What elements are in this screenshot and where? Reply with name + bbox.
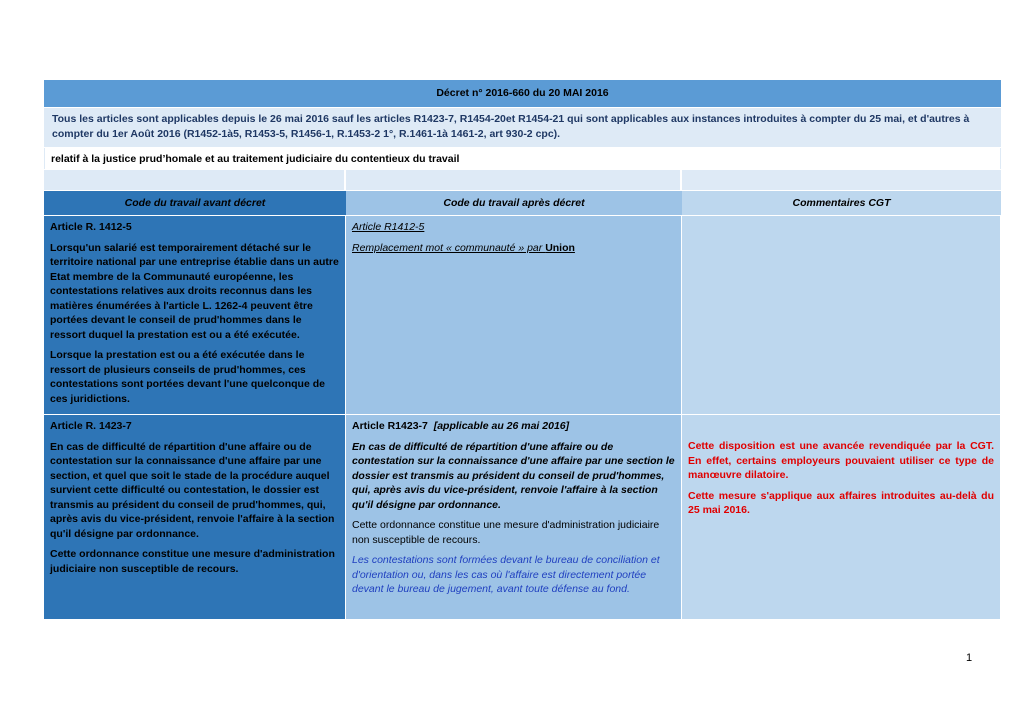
title-row (44, 80, 1001, 108)
article-text: Cette ordonnance constitue une mesure d'administration judiciaire non susceptible de recours. (352, 519, 660, 546)
change-prefix: Remplacement mot « communauté » par (352, 241, 546, 254)
change-note (352, 241, 675, 256)
after-cell (346, 415, 682, 619)
article-text: Cette ordonnance constitue une mesure d'administration judiciaire non susceptible de recours. (50, 548, 335, 575)
page-number: 1 (966, 652, 973, 664)
header-row (44, 191, 1001, 216)
blank-cell (682, 170, 1001, 190)
decree-table (44, 80, 1001, 620)
subject-row (44, 148, 1001, 170)
spacer (688, 419, 994, 439)
article-ref: Article R1412-5 (352, 221, 425, 233)
change-word: Union (545, 241, 575, 254)
added-text: Les contestations sont formées devant le bureau de conciliation et d'orientation ou, dans les cas où l'affaire est directement portée devant le bureau de jugement, avant toute défense au fond. (352, 554, 660, 595)
decree-title: Décret n° 2016-660 du 20 MAI 2016 (44, 80, 1001, 107)
comments-cell (682, 415, 1001, 619)
header-comments: Commentaires CGT (682, 191, 1001, 215)
before-cell (44, 216, 346, 414)
after-cell (346, 216, 682, 414)
article-ref: Article R. 1412-5 (50, 221, 132, 233)
article-text: Lorsqu'un salarié est temporairement détaché sur le territoire national par une entreprise établie dans un autre Etat membre de la Communauté européenne, les contestations relatives aux droits reconnus dans les matières énumérées à l'article L. 1262-4 peuvent être portées devant le conseil de prud'hommes dans le ressort duquel la prestation est ou a été exécutée. (50, 241, 339, 341)
blank-cell (346, 170, 682, 190)
header-after: Code du travail après décret (346, 191, 682, 215)
article-ref: Article R1423-7 (352, 420, 428, 432)
applicability-tag: [applicable au 26 mai 2016] (433, 420, 570, 432)
article-ref-line (352, 419, 675, 434)
cgt-comment: Cette mesure s'applique aux affaires introduites au-delà du 25 mai 2016. (688, 489, 994, 516)
cgt-comment: Cette disposition est une avancée revendiquée par la CGT. En effet, certains employeurs pouvaient utiliser ce type de manœuvre dilatoire. (688, 440, 994, 481)
table-row (44, 216, 1001, 415)
article-text: En cas de difficulté de répartition d'une affaire ou de contestation sur la connaissance d'une affaire par une section le dossier est transmis au président du conseil de prud'hommes, qui, après avis du vice-président, renvoie l'affaire à la section qu'il désigne par ordonnance. (352, 440, 675, 511)
header-before: Code du travail avant décret (44, 191, 346, 215)
article-ref: Article R. 1423-7 (50, 420, 132, 432)
decree-subject: relatif à la justice prud’homale et au traitement judiciaire du contentieux du travail (44, 148, 1001, 169)
article-text: En cas de difficulté de répartition d'une affaire ou de contestation sur la connaissance d'une affaire par une section, et quel que soit le stade de la procédure auquel survient cette difficulté ou contestation, le dossier est transmis au président du conseil de prud'hommes, qui, après avis du vice-président, renvoie l'affaire à la section qu'il désigne par ordonnance. (50, 440, 335, 540)
intro-row (44, 108, 1001, 148)
applicability-note: Tous les articles sont applicables depuis le 26 mai 2016 sauf les articles R1423-7, R1454-20et R1454-21 qui sont applicables aux instances introduites à compter du 25 mai, et d'autres à compter du 1er Août 2016 (R1452-1à5, R1453-5, R1456-1, R.1453-2 1°, R.1461-1à 1461-2, art 930-2 cpc). (44, 108, 1001, 147)
article-text: Lorsque la prestation est ou a été exécutée dans le ressort de plusieurs conseils de prud'hommes, ces contestations sont portées devant l'une quelconque de ces juridictions. (50, 349, 325, 405)
comments-cell (682, 216, 1001, 414)
blank-row (44, 170, 1001, 191)
table-row (44, 415, 1001, 620)
before-cell (44, 415, 346, 619)
blank-cell (44, 170, 346, 190)
